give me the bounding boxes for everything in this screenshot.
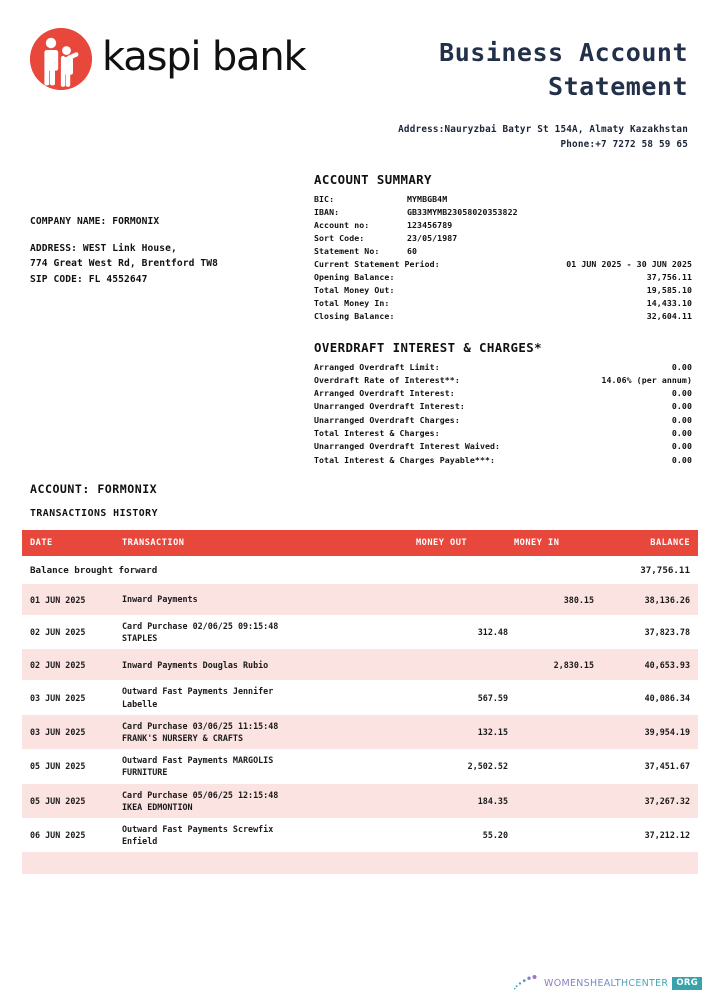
overdraft-row [314, 427, 692, 440]
account-summary-heading: ACCOUNT SUMMARY [314, 172, 432, 187]
table-row [22, 680, 698, 714]
company-name: COMPANY NAME: FORMONIX [30, 216, 160, 227]
bank-contact-info [258, 122, 688, 153]
cell-balance: 40,653.93 [644, 659, 690, 670]
cell-money-out: 184.35 [477, 795, 508, 806]
table-row [22, 649, 698, 680]
summary-row-statement-no [314, 245, 692, 258]
overdraft-row [314, 454, 692, 467]
total-money-out-label: Total Money Out: [314, 284, 395, 295]
total-money-in-value: 14,433.10 [646, 297, 692, 308]
column-header-date: DATE [30, 538, 53, 548]
total-money-out-value: 19,585.10 [646, 284, 692, 295]
table-row [22, 715, 698, 749]
summary-row-account-no [314, 219, 692, 232]
cell-transaction: Outward Fast Payments MARGOLIS FURNITURE [122, 755, 274, 778]
column-header-money-in: MONEY IN [514, 538, 560, 548]
balance-brought-forward-row [22, 556, 698, 584]
watermark [514, 974, 702, 992]
cell-transaction: Card Purchase 02/06/25 09:15:48 STAPLES [122, 621, 279, 644]
overdraft-rows [314, 361, 692, 467]
closing-balance-value: 32,604.11 [646, 310, 692, 321]
cell-money-in: 380.15 [563, 594, 594, 605]
statement-no-value: 60 [407, 245, 418, 256]
column-header-transaction: TRANSACTION [122, 537, 185, 548]
overdraft-label: Unarranged Overdraft Interest Waived: [314, 441, 501, 452]
company-address-line1: ADDRESS: WEST Link House, [30, 242, 177, 254]
transactions-table [22, 530, 698, 874]
summary-row-closing-balance [314, 310, 692, 323]
sort-code-label: Sort Code: [314, 232, 365, 243]
overdraft-value: 14.06% (per annum) [601, 374, 692, 385]
summary-row-total-money-in [314, 297, 692, 310]
cell-balance: 37,451.67 [644, 761, 690, 772]
brought-forward-label: Balance brought forward [30, 564, 158, 576]
column-header-money-out: MONEY OUT [416, 538, 468, 548]
cell-date: 02 JUN 2025 [30, 659, 86, 670]
overdraft-row [314, 387, 692, 400]
account-summary [314, 172, 692, 467]
table-header-row [22, 530, 698, 556]
account-no-value: 123456789 [407, 219, 453, 230]
company-address-line2: 774 Great West Rd, Brentford TW8 [30, 258, 219, 270]
summary-row-period [314, 258, 692, 271]
summary-row-sort-code [314, 232, 692, 245]
bank-name: kaspi bank [102, 34, 306, 80]
cell-transaction: Inward Payments [122, 594, 198, 605]
company-sip-code: SIP CODE: FL 4552647 [30, 273, 148, 285]
document-title-line1: Business Account [439, 38, 688, 67]
cell-balance: 40,086.34 [644, 692, 690, 703]
cell-date: 03 JUN 2025 [30, 726, 86, 737]
cell-balance: 38,136.26 [644, 594, 690, 605]
dots-icon [514, 974, 540, 992]
overdraft-value: 0.00 [671, 441, 692, 452]
summary-row-total-money-out [314, 284, 692, 297]
table-row [22, 584, 698, 615]
opening-balance-label: Opening Balance: [314, 271, 395, 282]
overdraft-row [314, 374, 692, 387]
cell-date: 01 JUN 2025 [30, 594, 86, 605]
overdraft-value: 0.00 [671, 388, 692, 399]
statement-header [0, 0, 720, 151]
account-line: ACCOUNT: FORMONIX [30, 482, 158, 496]
cell-money-in: 2,830.15 [553, 659, 594, 670]
watermark-badge: ORG [672, 977, 702, 990]
cell-balance: 37,212.12 [644, 830, 690, 841]
iban-value: GB33MYMB23058020353822 [407, 206, 518, 217]
cell-transaction: Outward Fast Payments Jennifer Labelle [122, 686, 274, 709]
cell-date: 06 JUN 2025 [30, 830, 86, 841]
table-row [22, 784, 698, 818]
bic-value: MYMBGB4M [407, 194, 448, 204]
cell-balance: 37,823.78 [644, 627, 690, 638]
summary-row-opening-balance [314, 271, 692, 284]
bank-logo [30, 28, 305, 90]
opening-balance-value: 37,756.11 [646, 271, 692, 282]
cell-balance: 37,267.32 [644, 795, 690, 806]
account-no-label: Account no: [314, 219, 370, 230]
overdraft-label: Total Interest & Charges Payable***: [314, 454, 496, 465]
document-title-line2: Statement [548, 71, 688, 101]
sort-code-value: 23/05/1987 [407, 232, 458, 243]
document-title [288, 36, 688, 103]
cell-money-out: 2,502.52 [467, 761, 508, 772]
cell-money-out: 567.59 [477, 692, 508, 703]
summary-row-bic [314, 193, 692, 206]
company-details [30, 214, 300, 287]
cell-money-out: 55.20 [482, 830, 508, 841]
cell-transaction: Outward Fast Payments Screwfix Enfield [122, 823, 274, 847]
statement-no-label: Statement No: [314, 245, 380, 256]
overdraft-value: 0.00 [671, 454, 692, 465]
total-money-in-label: Total Money In: [314, 297, 390, 308]
overdraft-section [314, 340, 692, 467]
transaction-rows [22, 584, 698, 874]
overdraft-label: Unarranged Overdraft Interest: [314, 401, 465, 412]
closing-balance-label: Closing Balance: [314, 310, 395, 321]
overdraft-label: Arranged Overdraft Interest: [314, 388, 455, 399]
overdraft-row [314, 400, 692, 413]
summary-row-iban [314, 206, 692, 219]
overdraft-value: 0.00 [671, 427, 692, 438]
cell-date: 05 JUN 2025 [30, 795, 86, 806]
overdraft-value: 0.00 [671, 414, 692, 425]
cell-balance: 39,954.19 [644, 726, 690, 737]
watermark-text: WOMENSHEALTHCENTER [544, 977, 669, 989]
cell-transaction: Card Purchase 05/06/25 12:15:48 IKEA EDMONTION [122, 789, 279, 812]
cell-transaction: Card Purchase 03/06/25 11:15:48 FRANK'S NURSERY & CRAFTS [122, 720, 279, 743]
bank-address: Address:Nauryzbai Batyr St 154A, Almaty Kazakhstan [398, 124, 688, 135]
period-value: 01 JUN 2025 - 30 JUN 2025 [566, 258, 692, 269]
brought-forward-balance: 37,756.11 [640, 564, 690, 576]
overdraft-label: Total Interest & Charges: [314, 427, 440, 438]
overdraft-row [314, 361, 692, 374]
overdraft-value: 0.00 [671, 361, 692, 372]
overdraft-value: 0.00 [671, 401, 692, 412]
table-row [22, 615, 698, 649]
cell-date: 03 JUN 2025 [30, 692, 86, 703]
spacer [30, 230, 300, 241]
column-header-balance: BALANCE [650, 538, 690, 548]
overdraft-row [314, 414, 692, 427]
overdraft-label: Unarranged Overdraft Charges: [314, 414, 460, 425]
overdraft-heading: OVERDRAFT INTEREST & CHARGES* [314, 339, 542, 355]
overdraft-label: Arranged Overdraft Limit: [314, 361, 440, 372]
kaspi-logo-icon [30, 28, 92, 90]
cell-money-out: 132.15 [477, 726, 508, 737]
cell-transaction: Inward Payments Douglas Rubio [122, 659, 269, 670]
period-label: Current Statement Period: [314, 258, 440, 269]
table-row [22, 852, 698, 874]
table-row [22, 749, 698, 783]
bic-label: BIC: [314, 194, 335, 204]
cell-date: 02 JUN 2025 [30, 627, 86, 638]
table-row [22, 818, 698, 852]
bank-phone: Phone:+7 7272 58 59 65 [560, 139, 688, 151]
cell-date: 05 JUN 2025 [30, 761, 86, 772]
iban-label: IBAN: [314, 206, 340, 217]
overdraft-label: Overdraft Rate of Interest**: [314, 374, 460, 385]
cell-money-out: 312.48 [477, 627, 508, 638]
transactions-history-heading: TRANSACTIONS HISTORY [30, 508, 158, 519]
overdraft-row [314, 440, 692, 453]
